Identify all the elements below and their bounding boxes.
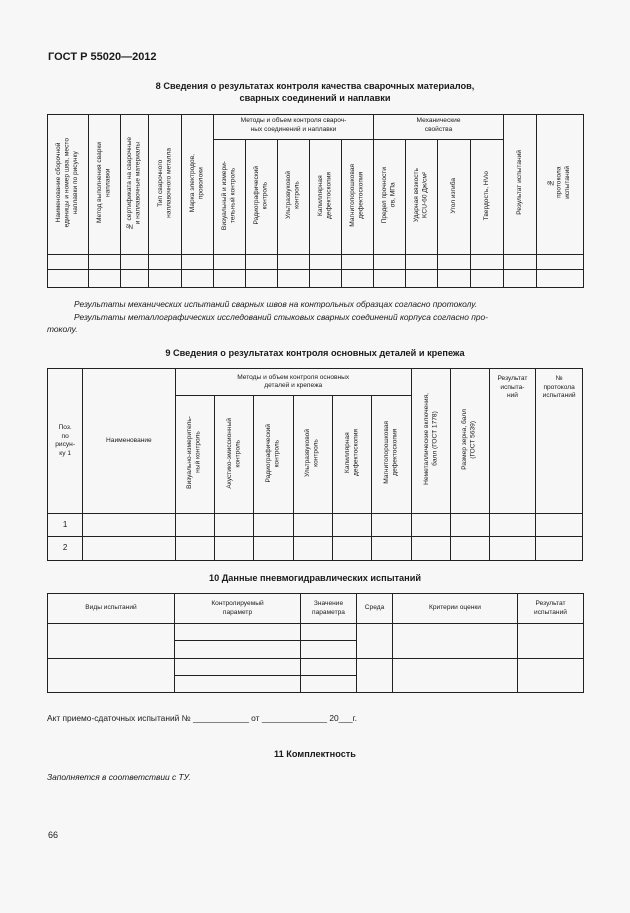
s8-method-radiographic: Радиографический контроль [253,166,269,225]
s8-group-methods: Методы и объем контроля свароч- ных соединений и наплавки [214,115,374,140]
section-8-title: 8 Сведения о результатах контроля качества сварочных материалов, сварных соединений и наплавки [155,81,475,103]
s8-mech-hardness: Твердость, HVю [482,170,490,221]
s8-method-ultrasonic: Ультразвуковой контроль [285,171,301,220]
table-section-10 [47,593,584,693]
s8-col-result: Результат испытаний [515,150,523,216]
table-section-9 [47,368,583,561]
s9-method-visual: Визуально-измеритель- ный контроль [186,416,202,490]
s9-row-number: 2 [48,537,83,561]
acceptance-act-line: Акт приемо-сдаточных испытаний № ____________ от ______________ 20___г. [47,713,358,723]
table-section-8 [47,114,584,288]
s8-col-certificate: № сертификата на сварочные и наплавочные материалы [126,136,142,229]
table-row [48,255,584,270]
s9-group-methods: Методы и объем контроля основных деталей и крепежа [175,369,411,396]
section-9-title: 9 Сведения о результатах контроля основных деталей и крепежа [165,348,465,358]
s8-col-assembly: Наименование сборочной единицы и номер шва, место наплавки по рисунку [55,138,80,228]
s9-col-result: Результат испыта- ний [489,369,536,514]
s9-method-ultrasonic: Ультразвуковой контроль [304,428,320,477]
s10-col-result: Результат испытаний [518,594,584,624]
s9-col-inclusions: Неметаллические включения, балл (ГОСТ 1778) [422,393,439,486]
s8-method-magnetic: Магнитопорошковая дефектоскопия [349,163,365,227]
s8-col-weld-method: Метод выполнения сварки наплавки [96,142,112,224]
s8-group-mech: Механические свойства [374,115,504,140]
document-header: ГОСТ Р 55020—2012 [48,51,157,63]
s10-col-criteria: Критерии оценки [393,594,518,624]
s8-col-electrode: Марка электродов, проволоки [189,153,205,212]
s8-mech-strength: Предел прочности σв, МПа [381,167,397,224]
s9-method-radiographic: Радиографический контроль [264,423,281,483]
table-row [48,659,584,676]
s8-mech-bend: Угол изгиба [449,177,457,214]
note-metallographic: Результаты металлографических исследований стыковых сварных соединений корпуса согласно про- [74,312,488,322]
s9-col-position: Поз. по рисун- ку 1 [48,369,83,514]
s8-mech-impact: Ударная вязкость KCU-60 Дж/см² [413,168,429,223]
s9-col-protocol: № протокола испытаний [536,369,583,514]
section-11-title: 11 Комплектность [274,749,356,759]
note-metallographic-cont: токолу. [47,324,78,334]
note-mechanical: Результаты механических испытаний сварных швов на контрольных образцах согласно протоколу. [74,299,478,309]
s9-method-capillary: Капиллярная дефектоскопия [343,429,360,477]
s9-col-grain: Размер зерна, балл (ГОСТ 5639) [461,408,477,470]
s9-method-magnetic: Магнитопорошковая дефектоскопия [383,421,399,485]
s10-col-medium: Среда [357,594,393,624]
section-10-title: 10 Данные пневмогидравлических испытаний [208,573,422,583]
table-row [48,624,584,641]
table-row [48,270,584,288]
s8-col-protocol: № протокола испытаний [547,166,572,200]
s10-col-value: Значение параметра [301,594,357,624]
table-row [48,514,583,537]
section-11-text: Заполняется в соответствии с ТУ. [47,772,191,782]
table-row [48,537,583,561]
page-number: 66 [48,830,59,840]
s9-method-acoustic: Акустико-эмиссионный контроль [225,417,242,489]
s8-method-capillary: Капиллярная дефектоскопия [317,171,333,219]
s8-method-visual: Визуальный и измери- тельный контроль [221,160,237,230]
s9-col-name: Наименование [83,369,175,514]
s9-row-number: 1 [48,514,83,537]
s10-col-parameter: Контролируемый параметр [175,594,301,624]
s8-col-metal-type: Тип сварочного наплавочного металла [156,147,172,218]
s10-col-test-type: Виды испытаний [48,594,175,624]
